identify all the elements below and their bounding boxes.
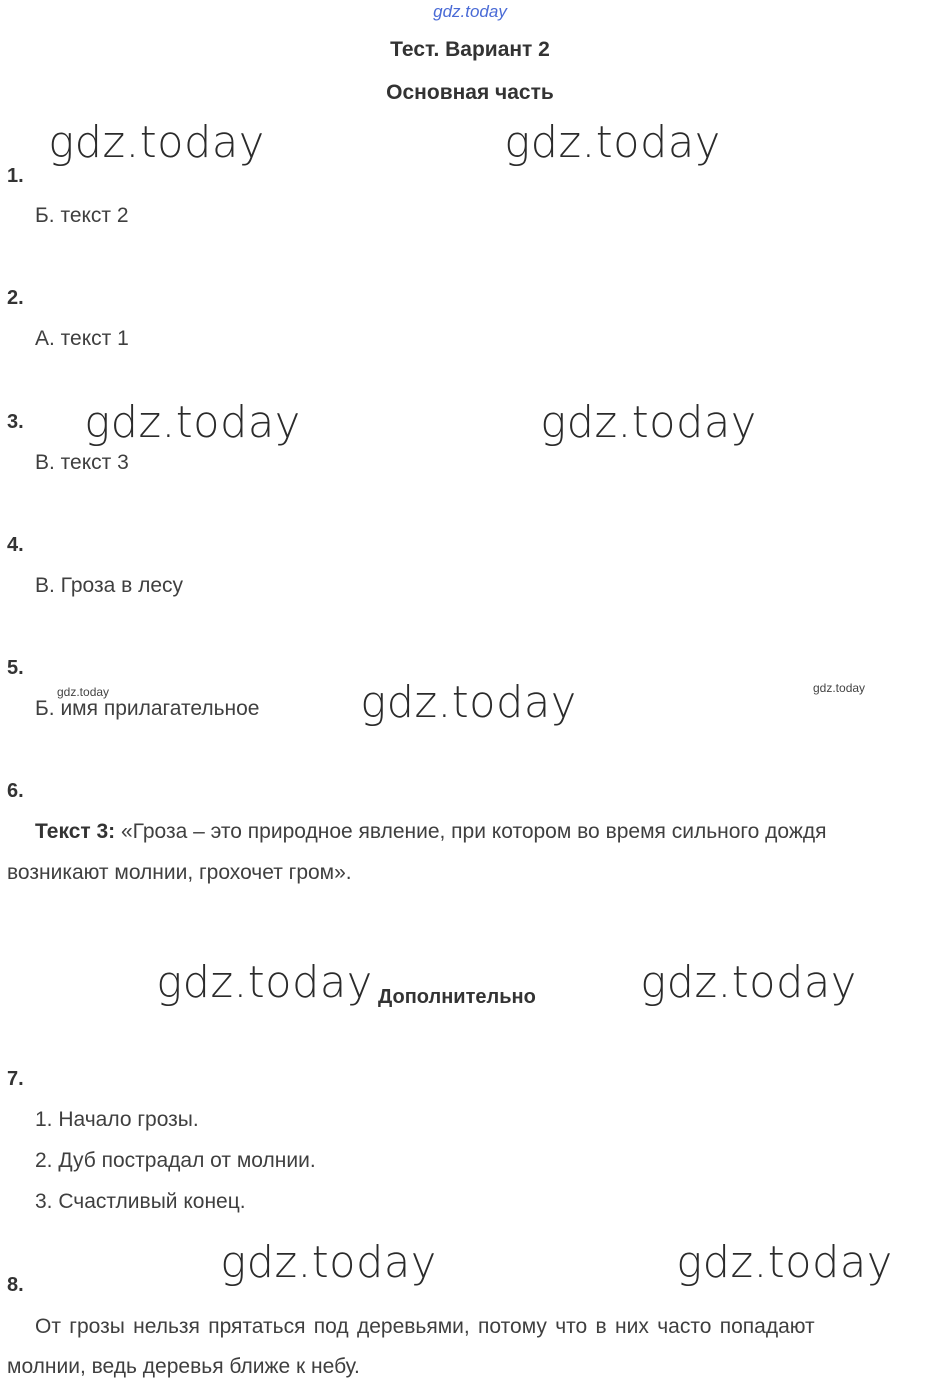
watermark: gdz.today (156, 957, 373, 1008)
watermark: gdz.today (640, 957, 857, 1008)
answer: Б. имя прилагательное (35, 697, 260, 720)
question-number: 6. (7, 780, 24, 802)
watermark: gdz.today (676, 1237, 893, 1288)
watermark: gdz.today (48, 117, 265, 168)
question-number: 7. (7, 1068, 24, 1090)
answer-label: Текст 3: (35, 820, 116, 843)
question-number: 3. (7, 411, 24, 433)
section-heading-extra: Дополнительно (378, 986, 536, 1008)
answer: Б. текст 2 (35, 204, 129, 227)
answer: В. Гроза в лесу (35, 574, 184, 597)
watermark: gdz.today (504, 117, 721, 168)
watermark: gdz.today (220, 1237, 437, 1288)
list-item: 1. Начало грозы. (35, 1108, 199, 1131)
page-title: Тест. Вариант 2 (390, 38, 550, 61)
list-item: 2. Дуб пострадал от молнии. (35, 1149, 316, 1172)
question-number: 5. (7, 657, 24, 679)
watermark: gdz.today (540, 397, 757, 448)
answer: А. текст 1 (35, 327, 129, 350)
watermark: gdz.today (360, 677, 577, 728)
answer: В. текст 3 (35, 451, 129, 474)
section-heading: Основная часть (386, 81, 554, 104)
watermark: gdz.today (84, 397, 301, 448)
list-item: 3. Счастливый конец. (35, 1190, 246, 1213)
answer-paragraph-line: молнии, ведь деревья ближе к небу. (7, 1355, 360, 1378)
top-watermark: gdz.today (433, 2, 507, 21)
answer-paragraph-line (35, 820, 827, 844)
answer-paragraph-line: возникают молнии, грохочет гром». (7, 861, 352, 884)
question-number: 4. (7, 534, 24, 556)
answer-text: «Гроза – это природное явление, при котором во время сильного дождя (115, 820, 827, 843)
answer-paragraph-line: От грозы нельзя прятаться под деревьями, потому что в них часто попадают (35, 1315, 815, 1338)
watermark-small: gdz.today (813, 681, 866, 695)
question-number: 8. (7, 1274, 24, 1296)
question-number: 2. (7, 287, 24, 309)
question-number: 1. (7, 165, 24, 187)
watermark-small: gdz.today (57, 685, 110, 699)
